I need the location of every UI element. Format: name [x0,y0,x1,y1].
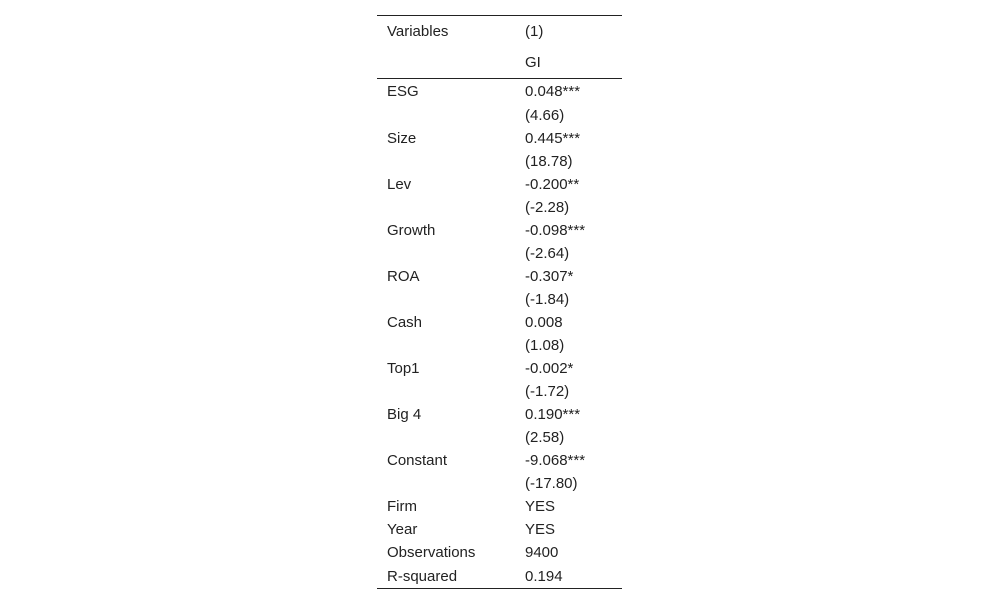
table-row [377,334,622,357]
row-value: -9.068*** [525,452,586,469]
row-value: -0.098*** [525,222,586,239]
regression-table-container [377,15,622,589]
row-value: (-1.72) [525,383,570,400]
row-label: Top1 [387,360,420,377]
row-label [377,150,525,173]
row-value: -0.002* [525,360,574,377]
row-label: Year [387,521,418,538]
table-row [377,150,622,173]
table-row [377,265,622,288]
table-row [377,449,622,472]
row-value: YES [525,498,556,515]
row-label: Growth [387,222,436,239]
row-value: 9400 [525,544,559,561]
table-row [377,104,622,127]
row-label [377,196,525,219]
header-variables: Variables [377,16,525,48]
row-label [377,472,525,495]
row-value: (2.58) [525,429,565,446]
row-label: Big 4 [387,406,422,423]
table-row [377,219,622,242]
table-row [377,311,622,334]
row-value: (-1.84) [525,291,570,308]
row-label [377,426,525,449]
row-label [377,104,525,127]
row-value: 0.008 [525,314,563,331]
table-row [377,127,622,150]
row-value: 0.048*** [525,83,581,100]
row-value: 0.190*** [525,406,581,423]
row-value: (-17.80) [525,475,578,492]
header-row [377,47,622,79]
table-row [377,380,622,403]
table-row [377,173,622,196]
regression-table [377,15,622,589]
header-row [377,16,622,48]
table-row [377,426,622,449]
row-label: Lev [387,176,412,193]
row-value: (-2.64) [525,245,570,262]
row-label [377,334,525,357]
table-row [377,495,622,518]
table-row [377,357,622,380]
row-value: 0.194 [525,564,622,589]
row-label: Constant [387,452,448,469]
row-label: R-squared [377,564,525,589]
table-row [377,242,622,265]
row-label: Size [387,130,417,147]
row-label [377,288,525,311]
row-value: (4.66) [525,107,565,124]
table-row [377,541,622,564]
row-value: (1.08) [525,337,565,354]
row-value: 0.445*** [525,130,581,147]
row-label: Firm [387,498,417,515]
table-row [377,564,622,589]
table-row [377,472,622,495]
table-row [377,79,622,105]
header-column-number: (1) [525,16,622,48]
table-row [377,196,622,219]
table-row [377,403,622,426]
row-label: ROA [387,268,420,285]
row-value: YES [525,521,556,538]
row-label [377,380,525,403]
row-label: Observations [387,544,476,561]
header-dependent-variable: GI [525,47,622,79]
row-value: (18.78) [525,153,573,170]
table-body [377,79,622,589]
table-row [377,288,622,311]
row-label [377,242,525,265]
table-header [377,16,622,79]
table-row [377,518,622,541]
header-blank [377,47,525,79]
row-value: (-2.28) [525,199,570,216]
row-value: -0.307* [525,268,574,285]
row-value: -0.200** [525,176,580,193]
row-label: ESG [387,83,419,100]
row-label: Cash [387,314,423,331]
